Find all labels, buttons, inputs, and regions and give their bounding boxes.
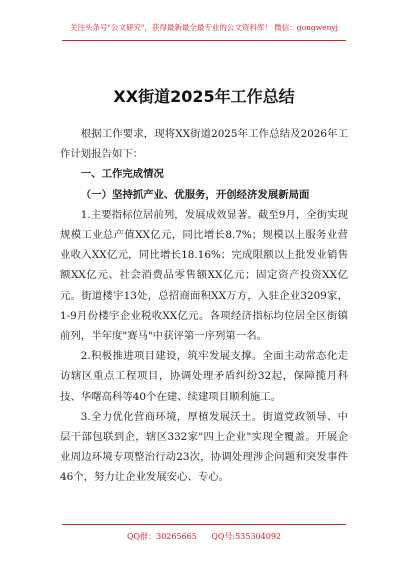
body-paragraph-3: 3.全力优化营商环境，厚植发展沃土。街道党政领导、中层干部包联到企，辖区332家"四上企业"实现全覆盖。开展企业周边环境专项整治行动23次，协调处理涉企问题和突发事件46个，努力让企业发展安心、专心。 (60, 410, 348, 484)
qq-group-text: QQ群：30265665 (126, 532, 197, 541)
section-heading: 一、工作完成情况 (80, 168, 164, 181)
header-banner: 关注头条号"公文研究"，获得最新最全最专业的公文资料库！ 微信：gongwenyj (70, 23, 338, 32)
qq-number-text: QQ号:535304092 (211, 532, 281, 541)
header-divider (62, 40, 346, 41)
body-paragraph-2: 2.积极推进项目建设，筑牢发展支撑。全面主动常态化走访辖区重点工程项目，协调处理矛盾纠纷32起，保障揽月科技、华曙高科等40个在建、续建项目顺利施工。 (60, 350, 348, 403)
footer (0, 531, 408, 542)
subsection-heading: （一）坚持抓产业、优服务，开创经济发展新局面 (80, 188, 310, 201)
document-title: XX街道2025年工作总结 (113, 87, 295, 106)
intro-paragraph: 根据工作要求，现将XX街道2025年工作总结及2026年工作计划报告如下： (60, 128, 348, 161)
body-paragraph-1: 1.主要指标位居前列，发展成效显著。截至9月，全街实现规模工业总产值XX亿元，同比增长8.7%；规模以上服务业营业收入XX亿元，同比增长18.16%；完成限额以上批发业销售额XX亿元、社会消费品零售额XX亿元；固定资产投资XX亿元。街道楼宇13处，总招商面积XX万方，入驻企业3209家，1-9月份楼宇企业税收XX亿元。各项经济指标均位居全区街镇前列，半年度"赛马"中获评第一序列第一名。 (60, 208, 348, 343)
footer-divider (62, 524, 346, 525)
document-body (60, 124, 348, 488)
